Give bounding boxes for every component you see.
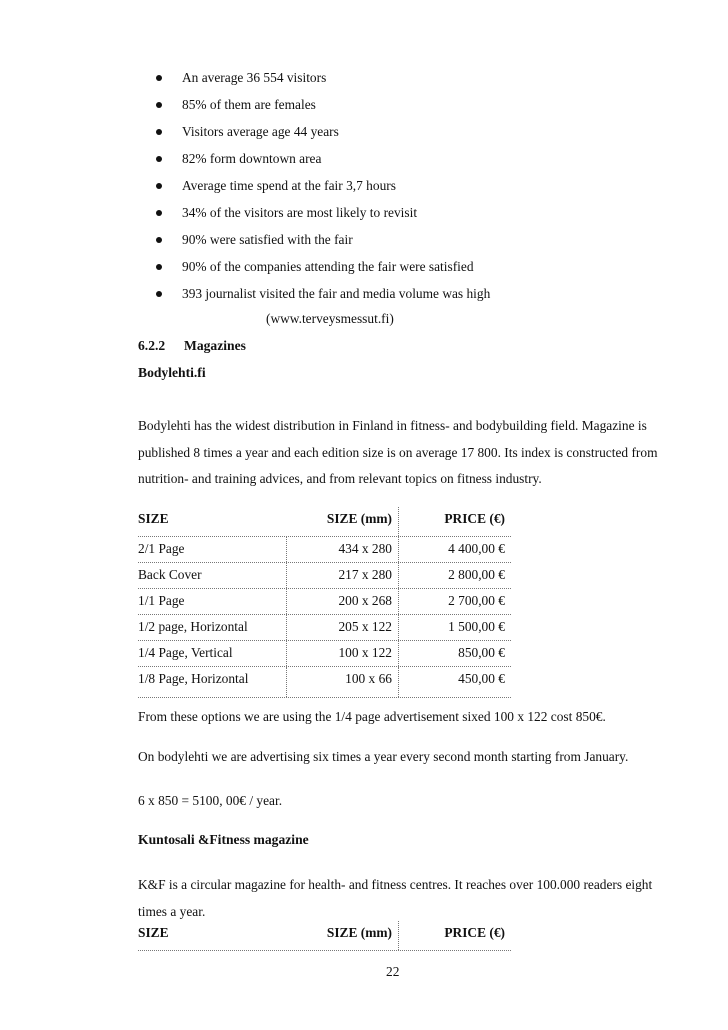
bodylehti-calculation: 6 x 850 = 5100, 00€ / year. [138, 793, 283, 808]
bullet-icon [156, 237, 162, 243]
column-divider [286, 615, 287, 640]
bodylehti-price-table [138, 507, 511, 698]
bullet-icon [156, 291, 162, 297]
cell-size: 1/2 page, Horizontal [138, 619, 248, 634]
list-item: 393 journalist visited the fair and media volume was high [0, 284, 728, 311]
list-item: 34% of the visitors are most likely to revisit [0, 203, 728, 230]
column-divider [398, 507, 399, 536]
column-divider [398, 537, 399, 562]
cell-price: 2 800,00 € [448, 567, 505, 582]
bodylehti-note-2: On bodylehti we are advertising six times a year every second month starting from January. [138, 749, 629, 764]
cell-size-mm: 434 x 280 [338, 541, 392, 556]
bullet-icon [156, 210, 162, 216]
cell-price: 2 700,00 € [448, 593, 505, 608]
column-divider [398, 921, 399, 950]
list-item: Visitors average age 44 years [0, 122, 728, 149]
column-divider [286, 667, 287, 697]
bullet-icon [156, 75, 162, 81]
list-item: 82% form downtown area [0, 149, 728, 176]
cell-size: 1/1 Page [138, 593, 185, 608]
bullet-icon [156, 129, 162, 135]
cell-size-mm: 100 x 66 [345, 671, 392, 686]
column-divider [398, 615, 399, 640]
kf-title: Kuntosali &Fitness magazine [138, 832, 309, 847]
bullet-icon [156, 183, 162, 189]
table-row [138, 537, 511, 563]
cell-price: 850,00 € [458, 645, 505, 660]
bodylehti-title: Bodylehti.fi [138, 365, 206, 380]
bullet-icon [156, 102, 162, 108]
table-header-row [138, 507, 511, 537]
section-title: Magazines [184, 338, 246, 353]
cell-size: 1/8 Page, Horizontal [138, 671, 249, 686]
cell-price: 1 500,00 € [448, 619, 505, 634]
column-divider [398, 667, 399, 697]
header-size-mm: SIZE (mm) [326, 925, 392, 940]
section-number: 6.2.2 [138, 338, 166, 353]
list-item: 90% were satisfied with the fair [0, 230, 728, 257]
header-price: PRICE (€) [444, 925, 505, 940]
cell-size: 1/4 Page, Vertical [138, 645, 233, 660]
table-header-row [138, 921, 511, 951]
cell-price: 4 400,00 € [448, 541, 505, 556]
list-item: An average 36 554 visitors [0, 68, 728, 95]
source-citation: (www.terveysmessut.fi) [266, 311, 394, 326]
table-row [138, 641, 511, 667]
column-divider [286, 589, 287, 614]
list-item: Average time spend at the fair 3,7 hours [0, 176, 728, 203]
cell-size: 2/1 Page [138, 541, 185, 556]
cell-size: Back Cover [138, 567, 202, 582]
header-size: SIZE [138, 925, 169, 940]
column-divider [286, 641, 287, 666]
header-size-mm: SIZE (mm) [326, 511, 392, 526]
bodylehti-note-1: From these options we are using the 1/4 page advertisement sixed 100 x 122 cost 850€. [138, 709, 606, 724]
column-divider [286, 537, 287, 562]
cell-size-mm: 217 x 280 [338, 567, 392, 582]
table-row [138, 563, 511, 589]
cell-price: 450,00 € [458, 671, 505, 686]
kf-description: K&F is a circular magazine for health- and fitness centres. It reaches over 100.000 readers eight times a year. [138, 877, 653, 919]
column-divider [398, 641, 399, 666]
header-price: PRICE (€) [444, 511, 505, 526]
list-item: 90% of the companies attending the fair were satisfied [0, 257, 728, 284]
cell-size-mm: 200 x 268 [338, 593, 392, 608]
header-size: SIZE [138, 511, 169, 526]
table-row [138, 589, 511, 615]
cell-size-mm: 100 x 122 [338, 645, 392, 660]
page-number: 22 [386, 964, 400, 979]
cell-size-mm: 205 x 122 [338, 619, 392, 634]
column-divider [398, 563, 399, 588]
bodylehti-description: Bodylehti has the widest distribution in Finland in fitness- and bodybuilding field. Magazine is published 8 times a year and each edition size is on average 17 800. Its index is constructed from nutrition- and training advices, and from relevant topics on fitness industry. [138, 418, 658, 486]
bullet-icon [156, 156, 162, 162]
column-divider [398, 589, 399, 614]
column-divider [286, 563, 287, 588]
table-row [138, 615, 511, 641]
bullet-icon [156, 264, 162, 270]
kf-price-table [138, 921, 511, 951]
list-item: 85% of them are females [0, 95, 728, 122]
fair-statistics-list [0, 68, 728, 311]
table-row [138, 667, 511, 698]
